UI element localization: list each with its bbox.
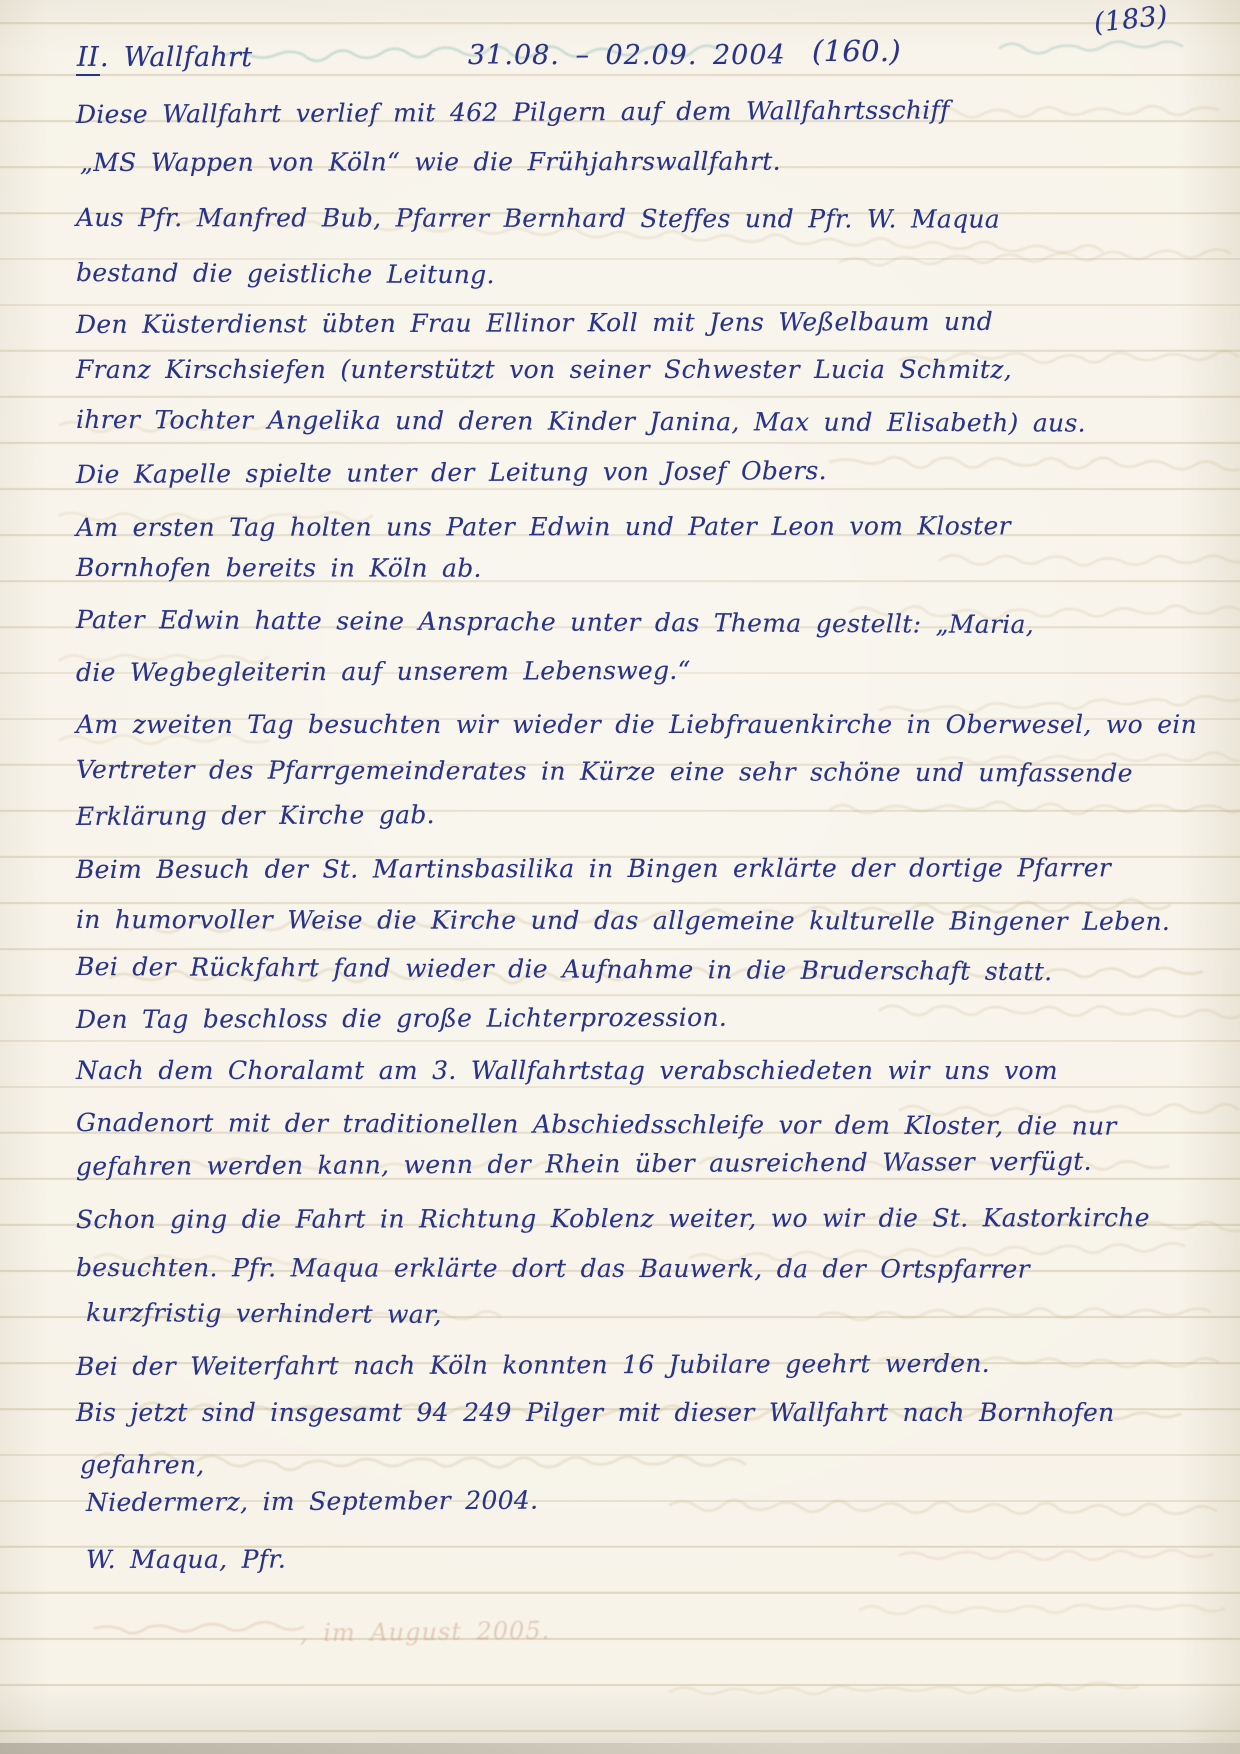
handwritten-line: Bei der Rückfahrt fand wieder die Aufnahme in die Bruderschaft statt. — [75, 952, 1053, 987]
handwritten-line: Franz Kirschsiefen (unterstützt von seiner Schwester Lucia Schmitz, — [76, 355, 1013, 384]
page-number: (183) — [1092, 0, 1170, 39]
handwritten-line: Den Küsterdienst übten Frau Ellinor Koll mit Jens Weßelbaum und — [75, 306, 994, 339]
handwritten-line: ihrer Tochter Angelika und deren Kinder Janina, Max und Elisabeth) aus. — [75, 405, 1086, 438]
handwritten-line: in humorvoller Weise die Kirche und das allgemeine kulturelle Bingener Leben. — [75, 905, 1171, 936]
handwritten-line: Bis jetzt sind insgesamt 94 249 Pilger mit dieser Wallfahrt nach Bornhofen — [76, 1398, 1115, 1427]
handwritten-line: bestand die geistliche Leitung. — [75, 258, 495, 290]
section-heading — [76, 42, 252, 73]
handwritten-line: Erklärung der Kirche gab. — [75, 800, 435, 831]
handwritten-line: gefahren werden kann, wenn der Rhein über ausreichend Wasser verfügt. — [75, 1146, 1092, 1181]
handwritten-line: Den Tag beschloss die große Lichterprozession. — [75, 1002, 728, 1034]
handwritten-line: Bei der Weiterfahrt nach Köln konnten 16 Jubilare geehrt werden. — [75, 1348, 991, 1381]
handwritten-line: besuchten. Pfr. Maqua erklärte dort das Bauwerk, da der Ortspfarrer — [75, 1253, 1030, 1284]
handwritten-line: „MS Wappen von Köln“ wie die Frühjahrswallfahrt. — [79, 146, 781, 177]
handwritten-line: Die Kapelle spielte unter der Leitung von Josef Obers. — [75, 456, 827, 489]
handwritten-line: gefahren, — [79, 1450, 205, 1480]
handwritten-line: Beim Besuch der St. Martinsbasilika in Bingen erklärte der dortige Pfarrer — [75, 853, 1112, 884]
handwritten-line: Nach dem Choralamt am 3. Wallfahrtstag verabschiedeten wir uns vom — [76, 1056, 1058, 1085]
heading-numeral: II — [76, 42, 100, 76]
handwritten-line: Aus Pfr. Manfred Bub, Pfarrer Bernhard Steffes und Pfr. W. Maqua — [75, 203, 1001, 234]
handwritten-line: Am ersten Tag holten uns Pater Edwin und Pater Leon vom Kloster — [75, 511, 1011, 542]
handwritten-line: Diese Wallfahrt verlief mit 462 Pilgern auf dem Wallfahrtsschiff — [75, 95, 950, 129]
heading-date-range: 31.08. – 02.09. 2004 — [468, 40, 786, 71]
handwritten-line: kurzfristig verhindert war, — [85, 1298, 442, 1329]
handwritten-line: Schon ging die Fahrt in Richtung Koblenz weiter, wo wir die St. Kastorkirche — [75, 1203, 1150, 1234]
ghost-text: , im August 2005. — [299, 1616, 551, 1648]
heading-title: . Wallfahrt — [99, 42, 253, 73]
handwritten-line: Vertreter des Pfarrgemeinderates in Kürze eine sehr schöne und umfassende — [75, 755, 1133, 788]
scan-edge — [0, 1743, 1240, 1754]
handwritten-line: W. Maqua, Pfr. — [85, 1544, 287, 1574]
handwritten-line: Bornhofen bereits in Köln ab. — [75, 553, 482, 583]
pilgrimage-count: (160.) — [812, 34, 901, 68]
handwritten-line: die Wegbegleiterin auf unserem Lebensweg.“ — [75, 655, 691, 687]
handwritten-line: Am zweiten Tag besuchten wir wieder die Liebfrauenkirche in Oberwesel, wo ein — [76, 710, 1198, 739]
handwritten-line: Niedermerz, im September 2004. — [85, 1485, 539, 1517]
handwritten-line: Gnadenort mit der traditionellen Abschiedsschleife vor dem Kloster, die nur — [75, 1108, 1117, 1141]
handwritten-line: Pater Edwin hatte seine Ansprache unter das Thema gestellt: „Maria, — [75, 605, 1035, 640]
